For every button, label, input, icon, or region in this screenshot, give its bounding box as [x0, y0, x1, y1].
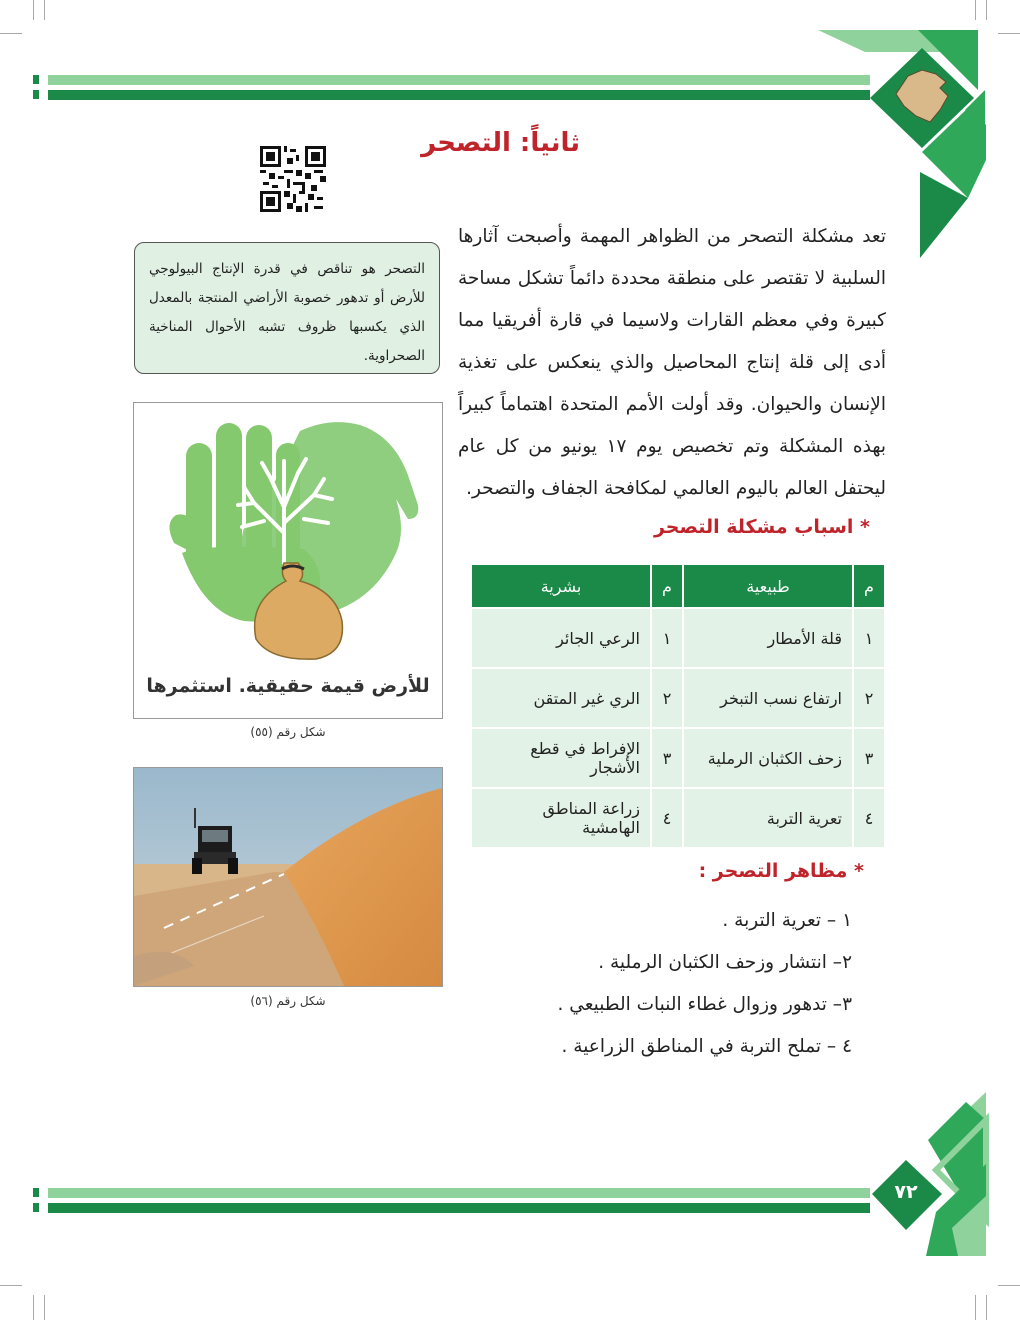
figure-56-caption: شكل رقم (٥٦): [250, 994, 326, 1008]
natural-cause: زحف الكثبان الرملية: [683, 728, 853, 788]
crop-mark: [975, 1295, 976, 1320]
list-item: ٤ – تملح التربة في المناطق الزراعية .: [561, 1036, 852, 1057]
table-row: [471, 788, 885, 848]
poster-slogan: للأرض قيمة حقيقية. استثمرها: [146, 675, 430, 697]
definition-box: التصحر هو تناقص في قدرة الإنتاج البيولوجي للأرض أو تدهور خصوبة الأراضي المنتجة بالمعدل الذي يكسبها ظروف تشبه الأحوال المناخية الصحراوية.: [134, 242, 440, 374]
manifestations-list: [472, 900, 852, 1068]
header-num: م: [651, 564, 683, 608]
figure-56-photo: [133, 767, 443, 987]
header-human: بشرية: [471, 564, 651, 608]
page-number: ٧٢: [894, 1181, 918, 1203]
footer-ornament: [866, 1092, 990, 1256]
crop-mark: [998, 1285, 1020, 1286]
crop-mark: [998, 33, 1020, 34]
crop-mark: [986, 0, 987, 20]
crop-mark: [0, 33, 22, 34]
hands-tree-illustration: [134, 403, 442, 663]
row-number: ٣: [853, 728, 885, 788]
row-number: ١: [853, 608, 885, 668]
table-header-row: [471, 564, 885, 608]
human-cause: الرعي الجائر: [471, 608, 651, 668]
list-item: ١ – تعرية التربة .: [722, 910, 852, 931]
crop-mark: [33, 0, 34, 20]
table-row: [471, 728, 885, 788]
intro-paragraph: تعد مشكلة التصحر من الظواهر المهمة وأصبحت آثارها السلبية لا تقتصر على منطقة محددة دائماً تشكل مساحة كبيرة وفي معظم القارات ولاسيما في قارة أفريقيا مما أدى إلى قلة إنتاج المحاصيل والذي ينعكس على تغذية الإنسان والحيوان. وقد أولت الأمم المتحدة اهتماماً كبيراً بهذه المشكلة وتم تخصيص يوم ١٧ يونيو من كل عام ليحتفل العالم باليوم العالمي لمكافحة الجفاف والتصحر.: [458, 226, 886, 499]
crop-mark: [0, 1285, 22, 1286]
header-num: م: [853, 564, 885, 608]
human-cause: زراعة المناطق الهامشية: [471, 788, 651, 848]
row-number: ٤: [651, 788, 683, 848]
crop-mark: [44, 0, 45, 20]
manifestations-heading: * مظاهر التصحر :: [698, 860, 864, 882]
natural-cause: ارتفاع نسب التبخر: [683, 668, 853, 728]
human-cause: الري غير المتقن: [471, 668, 651, 728]
table-row: [471, 608, 885, 668]
list-item: ٢– انتشار وزحف الكثبان الرملية .: [598, 952, 852, 973]
row-number: ٤: [853, 788, 885, 848]
crop-mark: [33, 1295, 34, 1320]
row-number: ٢: [853, 668, 885, 728]
figure-55-caption: شكل رقم (٥٥): [250, 725, 326, 739]
figure-55: [133, 402, 443, 719]
crop-mark: [975, 0, 976, 20]
human-cause: الإفراط في قطع الأشجار: [471, 728, 651, 788]
row-number: ١: [651, 608, 683, 668]
natural-cause: تعرية التربة: [683, 788, 853, 848]
causes-table: [470, 563, 886, 849]
row-number: ٢: [651, 668, 683, 728]
list-item: ٣– تدهور وزوال غطاء النبات الطبيعي .: [557, 994, 852, 1015]
header-natural: طبيعية: [683, 564, 853, 608]
natural-cause: قلة الأمطار: [683, 608, 853, 668]
row-number: ٣: [651, 728, 683, 788]
causes-heading: * اسباب مشكلة التصحر: [653, 516, 870, 538]
qr-code[interactable]: [260, 146, 326, 212]
section-title: ثانياً: التصحر: [421, 128, 580, 158]
crop-mark: [44, 1295, 45, 1320]
table-row: [471, 668, 885, 728]
crop-mark: [986, 1295, 987, 1320]
